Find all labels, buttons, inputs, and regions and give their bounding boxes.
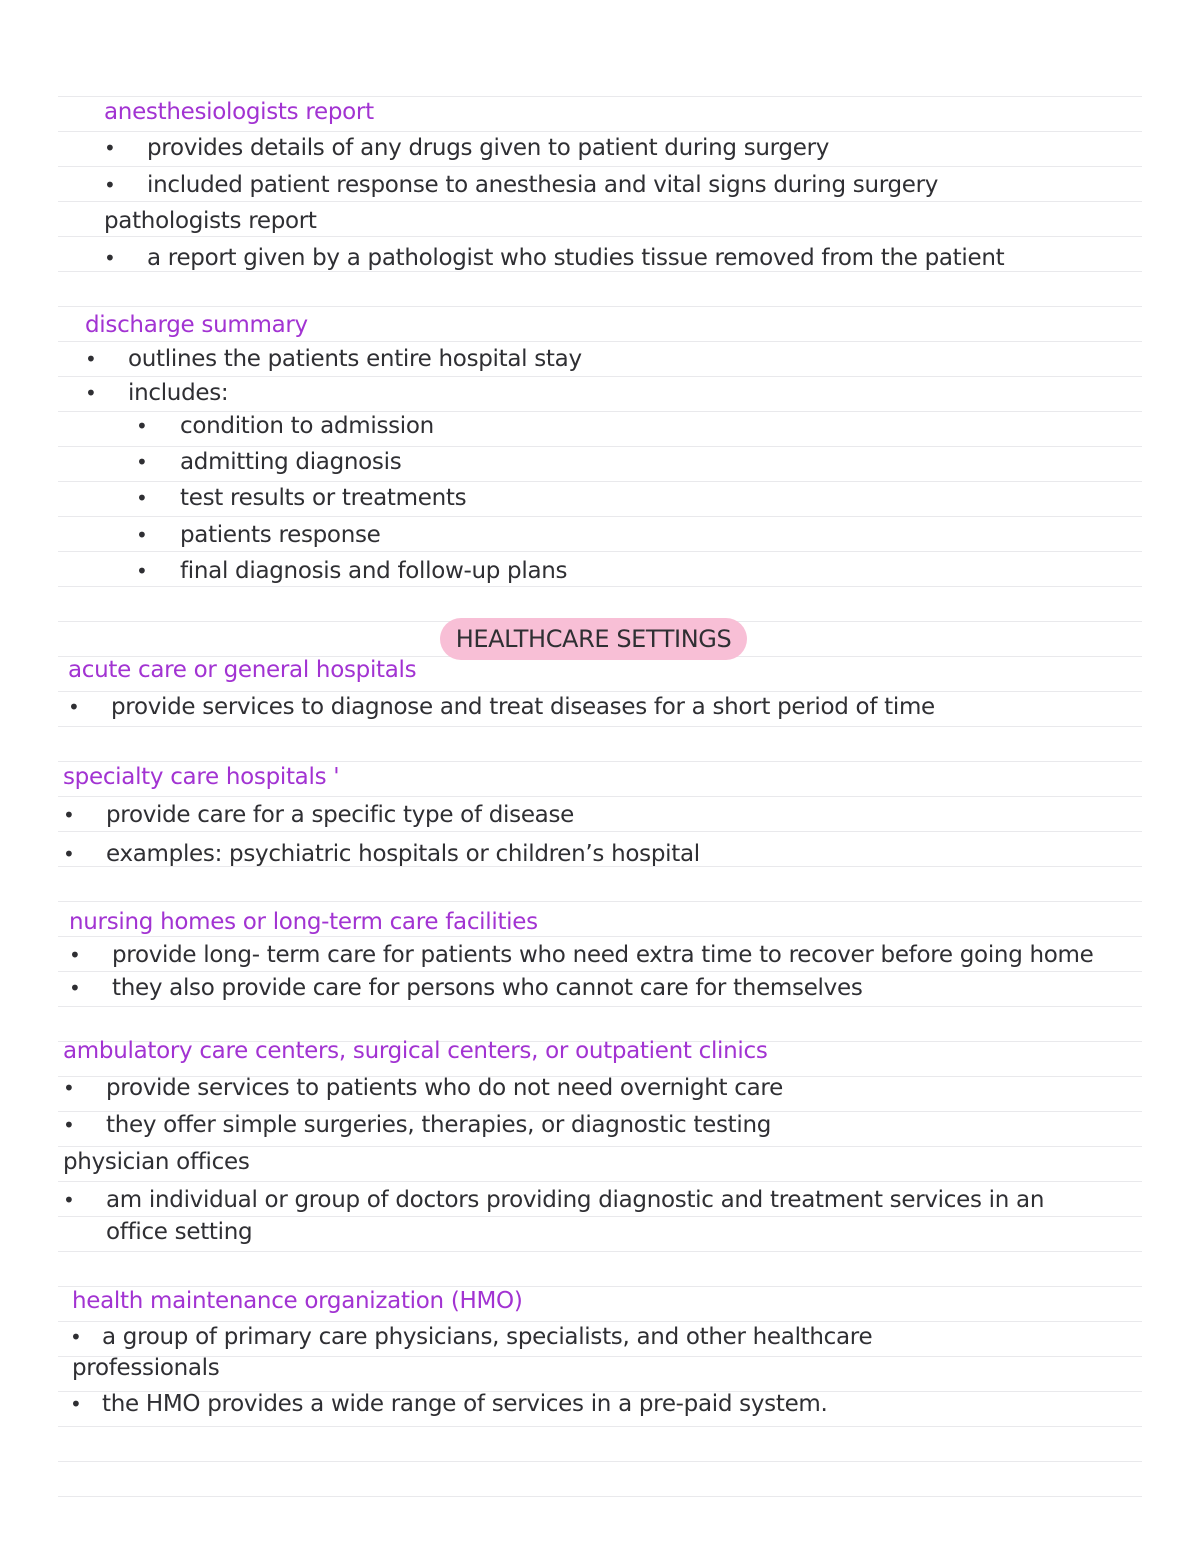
list-item: included patient response to anesthesia and vital signs during surgery <box>147 172 939 198</box>
section-title-specialty-care: specialty care hospitals ' <box>63 764 340 790</box>
section-title-ambulatory-care: ambulatory care centers, surgical centers, or outpatient clinics <box>63 1038 768 1064</box>
rule-line <box>58 971 1142 972</box>
bullet-icon: • <box>63 842 75 866</box>
section-title-pathologists-report: pathologists report <box>104 208 317 234</box>
rule-line <box>58 831 1142 832</box>
bullet-icon: • <box>85 347 97 371</box>
list-item: provide services to diagnose and treat diseases for a short period of time <box>111 694 935 720</box>
section-title-nursing-homes: nursing homes or long-term care facilities <box>69 909 538 935</box>
bullet-icon: • <box>70 1392 82 1416</box>
bullet-icon: • <box>63 803 75 827</box>
list-item: provides details of any drugs given to patient during surgery <box>147 135 830 161</box>
list-item-continuation: office setting <box>106 1219 253 1245</box>
bullet-icon: • <box>69 976 81 1000</box>
sub-list-item: test results or treatments <box>180 485 467 511</box>
list-item: a report given by a pathologist who studies tissue removed from the patient <box>147 245 1005 271</box>
rule-line <box>58 201 1142 202</box>
rule-line <box>58 796 1142 797</box>
list-item: examples: psychiatric hospitals or children’s hospital <box>106 841 700 867</box>
bullet-icon: • <box>63 1113 75 1137</box>
rule-line <box>58 726 1142 727</box>
list-item: provide services to patients who do not need overnight care <box>106 1075 783 1101</box>
bullet-icon: • <box>136 414 148 438</box>
section-title-hmo: health maintenance organization (HMO) <box>72 1288 523 1314</box>
list-item: provide long- term care for patients who need extra time to recover before going home <box>112 942 1094 968</box>
rule-line <box>58 586 1142 587</box>
bullet-icon: • <box>69 943 81 967</box>
rule-line <box>58 306 1142 307</box>
rule-line <box>58 236 1142 237</box>
bullet-icon: • <box>104 136 116 160</box>
bullet-icon: • <box>85 381 97 405</box>
rule-line <box>58 551 1142 552</box>
list-item: provide care for a specific type of disease <box>106 802 575 828</box>
list-item: am individual or group of doctors providing diagnostic and treatment services in an <box>106 1187 1045 1213</box>
rule-line <box>58 1006 1142 1007</box>
sub-list-item: final diagnosis and follow-up plans <box>180 558 568 584</box>
rule-line <box>58 1181 1142 1182</box>
bullet-icon: • <box>136 450 148 474</box>
bullet-icon: • <box>70 1325 82 1349</box>
bullet-icon: • <box>136 486 148 510</box>
bullet-icon: • <box>136 559 148 583</box>
healthcare-settings-banner: HEALTHCARE SETTINGS <box>440 618 747 660</box>
sub-list-item: admitting diagnosis <box>180 449 402 475</box>
rule-line <box>58 131 1142 132</box>
rule-line <box>58 481 1142 482</box>
bullet-icon: • <box>104 173 116 197</box>
rule-line <box>58 516 1142 517</box>
section-title-physician-offices: physician offices <box>63 1149 250 1175</box>
sub-list-item: condition to admission <box>180 413 434 439</box>
rule-line <box>58 1461 1142 1462</box>
bullet-icon: • <box>63 1076 75 1100</box>
list-item: includes: <box>128 380 229 406</box>
rule-line <box>58 1356 1142 1357</box>
list-item: a group of primary care physicians, specialists, and other healthcare <box>102 1324 873 1350</box>
list-item: they also provide care for persons who cannot care for themselves <box>112 975 863 1001</box>
rule-line <box>58 901 1142 902</box>
section-title-discharge-summary: discharge summary <box>85 312 308 338</box>
rule-line <box>58 376 1142 377</box>
bullet-icon: • <box>104 246 116 270</box>
list-item: the HMO provides a wide range of services in a pre-paid system. <box>102 1391 828 1417</box>
rule-line <box>58 1496 1142 1497</box>
sub-list-item: patients response <box>180 522 381 548</box>
bullet-icon: • <box>136 523 148 547</box>
rule-line <box>58 166 1142 167</box>
bullet-icon: • <box>68 695 80 719</box>
list-item: outlines the patients entire hospital stay <box>128 346 582 372</box>
list-item: they offer simple surgeries, therapies, or diagnostic testing <box>106 1112 772 1138</box>
section-title-acute-care: acute care or general hospitals <box>68 657 417 683</box>
rule-line <box>58 1251 1142 1252</box>
bullet-icon: • <box>63 1188 75 1212</box>
rule-line <box>58 1426 1142 1427</box>
list-item-continuation: professionals <box>72 1355 220 1381</box>
section-title-anesthesiologists-report: anesthesiologists report <box>104 99 374 125</box>
rule-line <box>58 341 1142 342</box>
